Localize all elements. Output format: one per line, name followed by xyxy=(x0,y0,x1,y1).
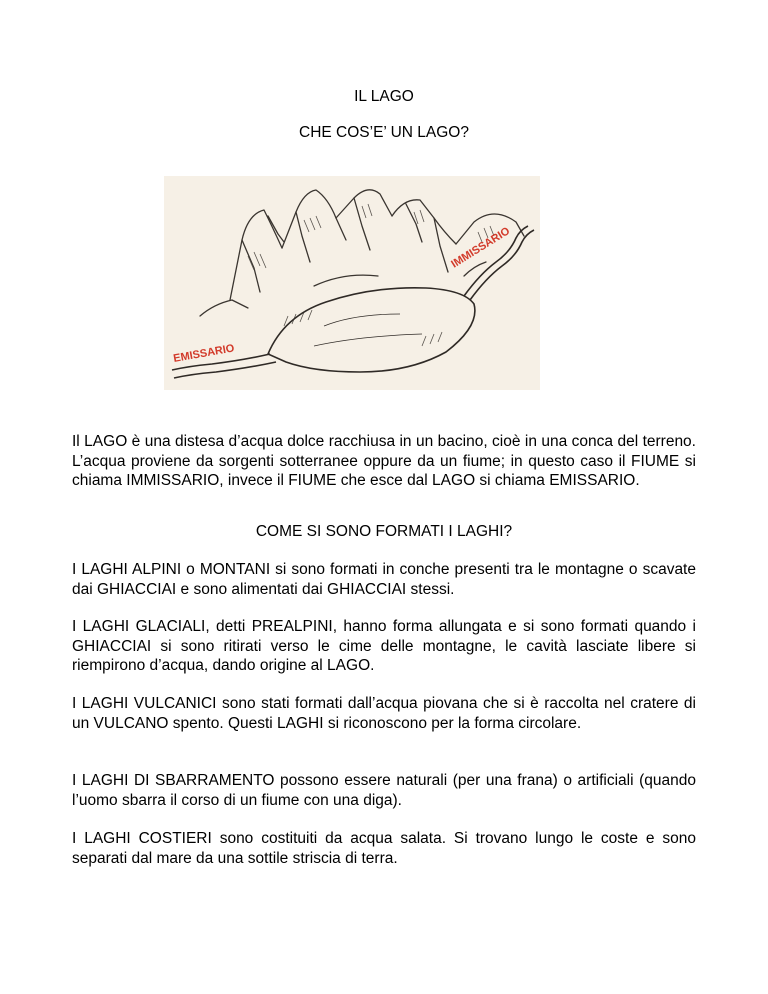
document-title: IL LAGO xyxy=(354,88,414,105)
intro-paragraph: Il LAGO è una distesa d’acqua dolce racchiusa in un bacino, cioè in una conca del terreno. L’acqua proviene da sorgenti sotterranee oppure da un fiume; in questo caso il FIUME si chiama IMMISSARIO, invece il FIUME che esce dal LAGO si chiama EMISSARIO. xyxy=(72,433,696,489)
immissario-label: IMMISSARIO xyxy=(449,225,513,271)
lake-illustration xyxy=(164,176,540,390)
paragraph-laghi-costieri: I LAGHI COSTIERI sono costituiti da acqua salata. Si trovano lungo le coste e sono separati dal mare da una sottile striscia di terra. xyxy=(72,830,696,867)
paragraph-laghi-alpini: I LAGHI ALPINI o MONTANI si sono formati in conche presenti tra le montagne o scavate dai GHIACCIAI e sono alimentati dai GHIACCIAI stessi. xyxy=(72,561,696,598)
emissario-label: EMISSARIO xyxy=(172,342,236,365)
section-heading: COME SI SONO FORMATI I LAGHI? xyxy=(255,523,513,540)
paragraph-laghi-sbarramento: I LAGHI DI SBARRAMENTO possono essere naturali (per una frana) o artificiali (quando l’uomo sbarra il corso di un fiume con una diga). xyxy=(72,772,696,809)
paragraph-laghi-vulcanici: I LAGHI VULCANICI sono stati formati dall’acqua piovana che si è raccolta nel cratere di un VULCANO spento. Questi LAGHI si riconoscono per la forma circolare. xyxy=(72,695,696,732)
document-subtitle: CHE COS’E’ UN LAGO? xyxy=(299,124,469,141)
paragraph-laghi-glaciali: I LAGHI GLACIALI, detti PREALPINI, hanno forma allungata e si sono formati quando i GHIACCIAI si sono ritirati verso le cime delle montagne, le cavità lasciate libere si riempirono d’acqua, dando origine al LAGO. xyxy=(72,618,696,674)
